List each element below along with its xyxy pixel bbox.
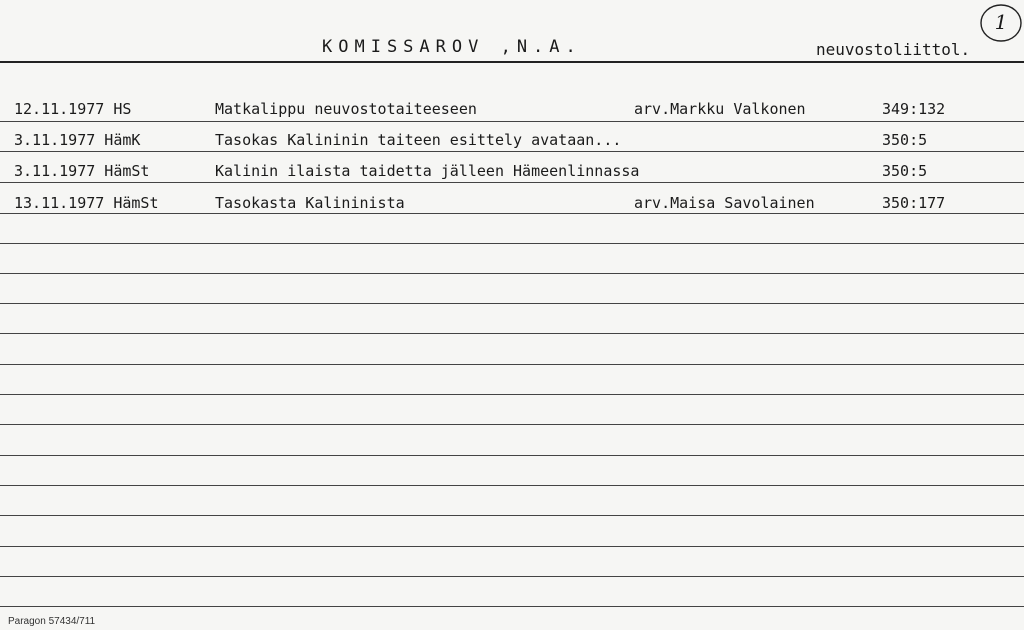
list-item (0, 156, 1024, 184)
ruled-line (0, 151, 1024, 152)
entry-title: Tasokasta Kalininista (215, 194, 405, 212)
list-item (0, 188, 1024, 216)
ruled-line (0, 213, 1024, 214)
ruled-line (0, 485, 1024, 486)
entry-reference: 350:177 (882, 194, 946, 212)
card-heading-category: neuvostoliittol. (816, 40, 971, 59)
list-item (0, 125, 1024, 153)
list-item (0, 94, 1024, 122)
ruled-line (0, 303, 1024, 304)
printer-imprint: Paragon 57434/711 (8, 616, 96, 627)
ruled-line (0, 515, 1024, 516)
ruled-line (0, 424, 1024, 425)
ruled-line (0, 333, 1024, 334)
entry-date: 12.11.1977 HS (14, 100, 132, 118)
card-heading-name: KOMISSAROV ,N.A. (322, 37, 582, 57)
entry-reviewer: arv.Markku Valkonen (634, 100, 806, 118)
entry-reviewer: arv.Maisa Savolainen (634, 194, 815, 212)
entry-reference: 350:5 (882, 131, 928, 149)
ruled-line (0, 606, 1024, 607)
ruled-line (0, 394, 1024, 395)
entry-date: 3.11.1977 HämSt (14, 162, 150, 180)
card-number: 1 (994, 10, 1008, 34)
ruled-line (0, 546, 1024, 547)
entry-reference: 350:5 (882, 162, 928, 180)
entry-title: Kalinin ilaista taidetta jälleen Hämeenlinnassa (215, 162, 640, 180)
ruled-line (0, 455, 1024, 456)
ruled-line (0, 364, 1024, 365)
entry-date: 3.11.1977 HämK (14, 131, 141, 149)
entry-reference: 349:132 (882, 100, 946, 118)
entry-title: Matkalippu neuvostotaiteeseen (215, 100, 477, 118)
ruled-line (0, 273, 1024, 274)
ruled-line (0, 243, 1024, 244)
ruled-line (0, 576, 1024, 577)
entry-date: 13.11.1977 HämSt (14, 194, 159, 212)
entry-title: Tasokas Kalininin taiteen esittely avataan... (215, 131, 622, 149)
ruled-line (0, 182, 1024, 183)
ruled-line (0, 121, 1024, 122)
header-rule (0, 61, 1024, 63)
